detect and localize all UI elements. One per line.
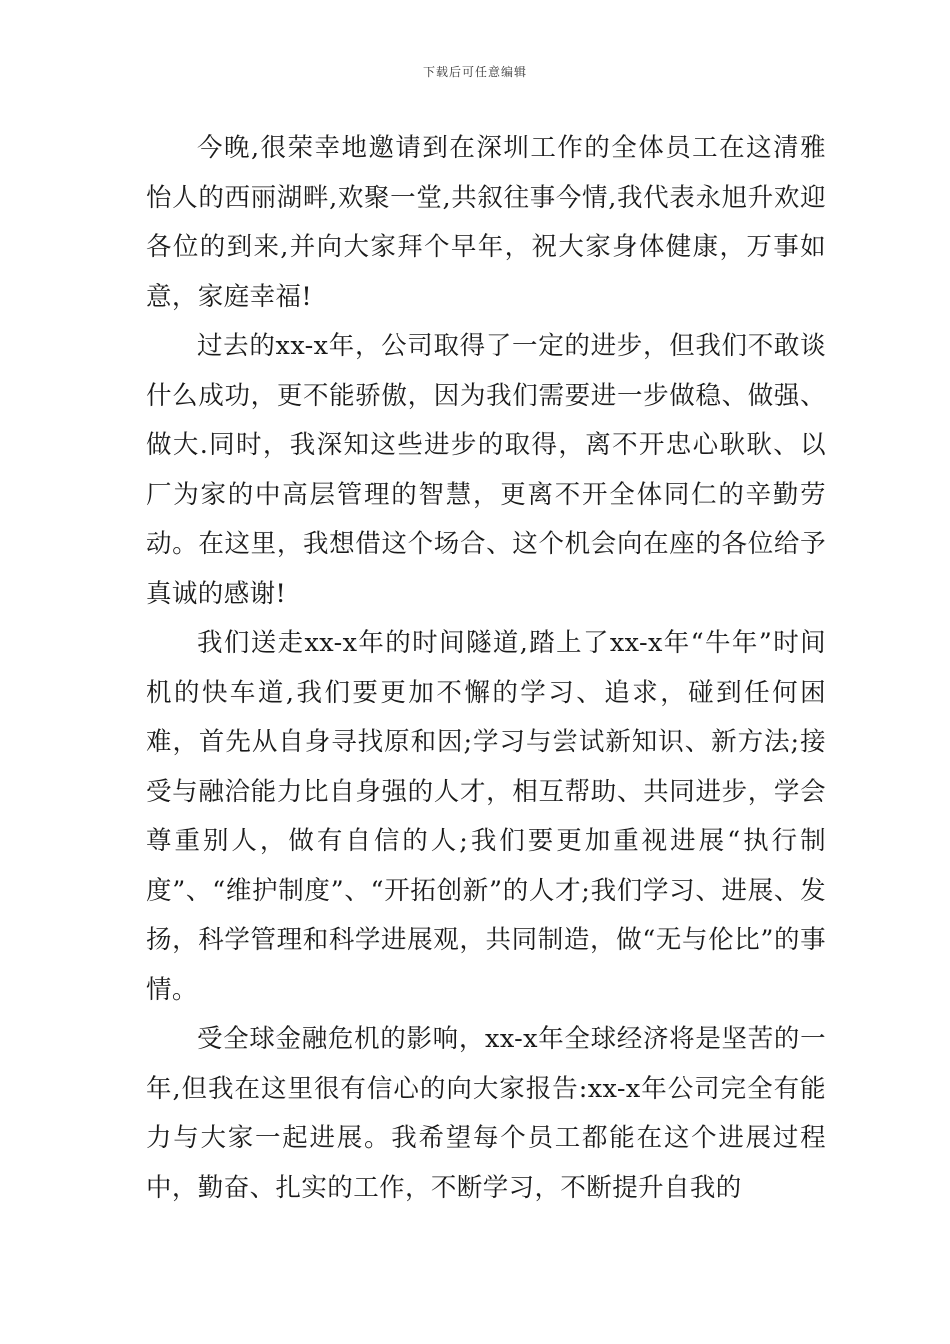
page-header-note: 下载后可任意编辑 [422, 65, 527, 79]
paragraph: 今晚,很荣幸地邀请到在深圳工作的全体员工在这清雅怡人的西丽湖畔,欢聚一堂,共叙往事今情,我代表永旭升欢迎各位的到来,并向大家拜个早年，祝大家身体健康，万事如意，家庭幸福! [146, 133, 826, 312]
paragraph: 过去的xx-x年，公司取得了一定的进步，但我们不敢谈什么成功，更不能骄傲，因为我们需要进一步做稳、做强、做大.同时，我深知这些进步的取得，离不开忠心耿耿、以厂为家的中高层管理的智慧，更离不开全体同仁的辛勤劳动。在这里，我想借这个场合、这个机会向在座的各位给予真诚的感谢! [146, 331, 826, 609]
paragraph: 受全球金融危机的影响，xx-x年全球经济将是坚苦的一年,但我在这里很有信心的向大家报告:xx-x年公司完全有能力与大家一起进展。我希望每个员工都能在这个进展过程中，勤奋、扎实的工作，不断学习，不断提升自我的 [146, 1024, 826, 1203]
document-body [146, 124, 826, 1213]
paragraph: 我们送走xx-x年的时间隧道,踏上了xx-x年“牛年”时间机的快车道,我们要更加不懈的学习、追求，碰到任何困难，首先从自身寻找原和因;学习与尝试新知识、新方法;接受与融洽能力比自身强的人才，相互帮助、共同进步，学会尊重别人，做有自信的人;我们要更加重视进展“执行制度”、“维护制度”、“开拓创新”的人才;我们学习、进展、发扬，科学管理和科学进展观，共同制造，做“无与伦比”的事情。 [146, 628, 826, 1005]
